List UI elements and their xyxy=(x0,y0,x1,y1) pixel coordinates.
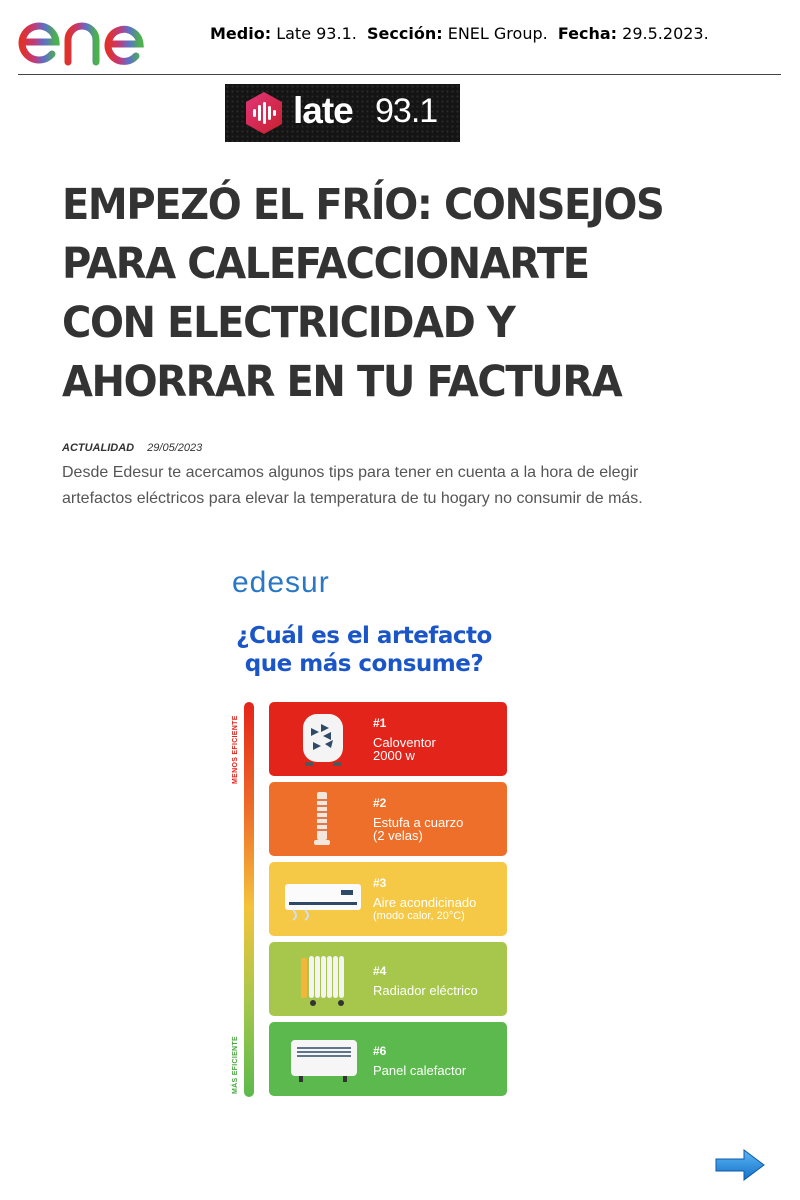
quartz-heater-icon xyxy=(287,790,357,848)
air-conditioner-icon xyxy=(279,870,363,928)
infographic-title-line: que más consume? xyxy=(244,651,484,677)
infographic xyxy=(214,552,514,1112)
appliance-rank: #1 xyxy=(373,716,387,730)
appliance-name: Caloventor xyxy=(373,735,436,750)
headline-line: AHORRAR EN TU FACTURA xyxy=(62,357,622,407)
panel-heater-icon xyxy=(287,1030,357,1088)
appliance-rank: #6 xyxy=(373,1044,387,1058)
appliance-card-aire-acondicionado xyxy=(269,862,507,936)
appliance-card-radiador xyxy=(269,942,507,1016)
appliance-rank: #2 xyxy=(373,796,387,810)
appliance-name: Estufa a cuarzo xyxy=(373,815,464,830)
late-logo-word: late xyxy=(293,90,353,131)
headline-line: EMPEZÓ EL FRÍO: CONSEJOS xyxy=(62,180,664,230)
arrow-right-icon[interactable] xyxy=(714,1148,766,1182)
article-summary: Desde Edesur te acercamos algunos tips para tener en cuenta a la hora de elegir artefactos eléctricos para elevar la temperatura de tu hogary no consumir de más. xyxy=(62,464,643,507)
fecha-label: Fecha: xyxy=(557,24,618,43)
soundwave-icon xyxy=(243,90,285,136)
oil-radiator-icon xyxy=(287,950,357,1008)
scale-label-less-efficient: MENOS EFICIENTE xyxy=(232,715,239,784)
medio-value: Late 93.1. xyxy=(276,24,357,43)
fecha-value: 29.5.2023. xyxy=(622,24,709,43)
article-date: 29/05/2023 xyxy=(147,442,203,454)
header-divider xyxy=(18,74,781,75)
headline-line: PARA CALEFACCIONARTE xyxy=(62,239,589,289)
article-meta xyxy=(62,442,202,454)
appliance-detail: 2000 w xyxy=(373,748,415,763)
fan-heater-icon xyxy=(287,710,357,768)
article-category[interactable]: ACTUALIDAD xyxy=(62,442,135,454)
appliance-card-estufa-cuarzo xyxy=(269,782,507,856)
seccion-value: ENEL Group. xyxy=(447,24,548,43)
appliance-name: Panel calefactor xyxy=(373,1063,467,1078)
seccion-label: Sección: xyxy=(367,24,443,43)
article-headline xyxy=(62,176,676,412)
infographic-title xyxy=(214,622,514,678)
late-logo-number: 93.1 xyxy=(375,92,438,130)
document-metadata xyxy=(210,24,709,43)
headline-line: CON ELECTRICIDAD Y xyxy=(62,298,515,348)
scale-label-more-efficient: MÁS EFICIENTE xyxy=(232,1036,239,1094)
efficiency-scale-bar xyxy=(244,702,254,1097)
appliance-rank: #4 xyxy=(373,964,387,978)
late-logo xyxy=(225,84,460,142)
appliance-rank: #3 xyxy=(373,876,387,890)
appliance-name: Radiador eléctrico xyxy=(373,983,478,998)
appliance-card-caloventor xyxy=(269,702,507,776)
medio-label: Medio: xyxy=(210,24,272,43)
edesur-logo: edesur xyxy=(232,566,330,599)
enel-logo xyxy=(16,4,182,68)
appliance-detail: (modo calor, 20°C) xyxy=(373,910,465,922)
appliance-name: Aire acondicinado xyxy=(373,895,477,910)
infographic-title-line: ¿Cuál es el artefacto xyxy=(236,623,492,649)
appliance-card-panel-calefactor xyxy=(269,1022,507,1096)
appliance-detail: (2 velas) xyxy=(373,828,423,843)
